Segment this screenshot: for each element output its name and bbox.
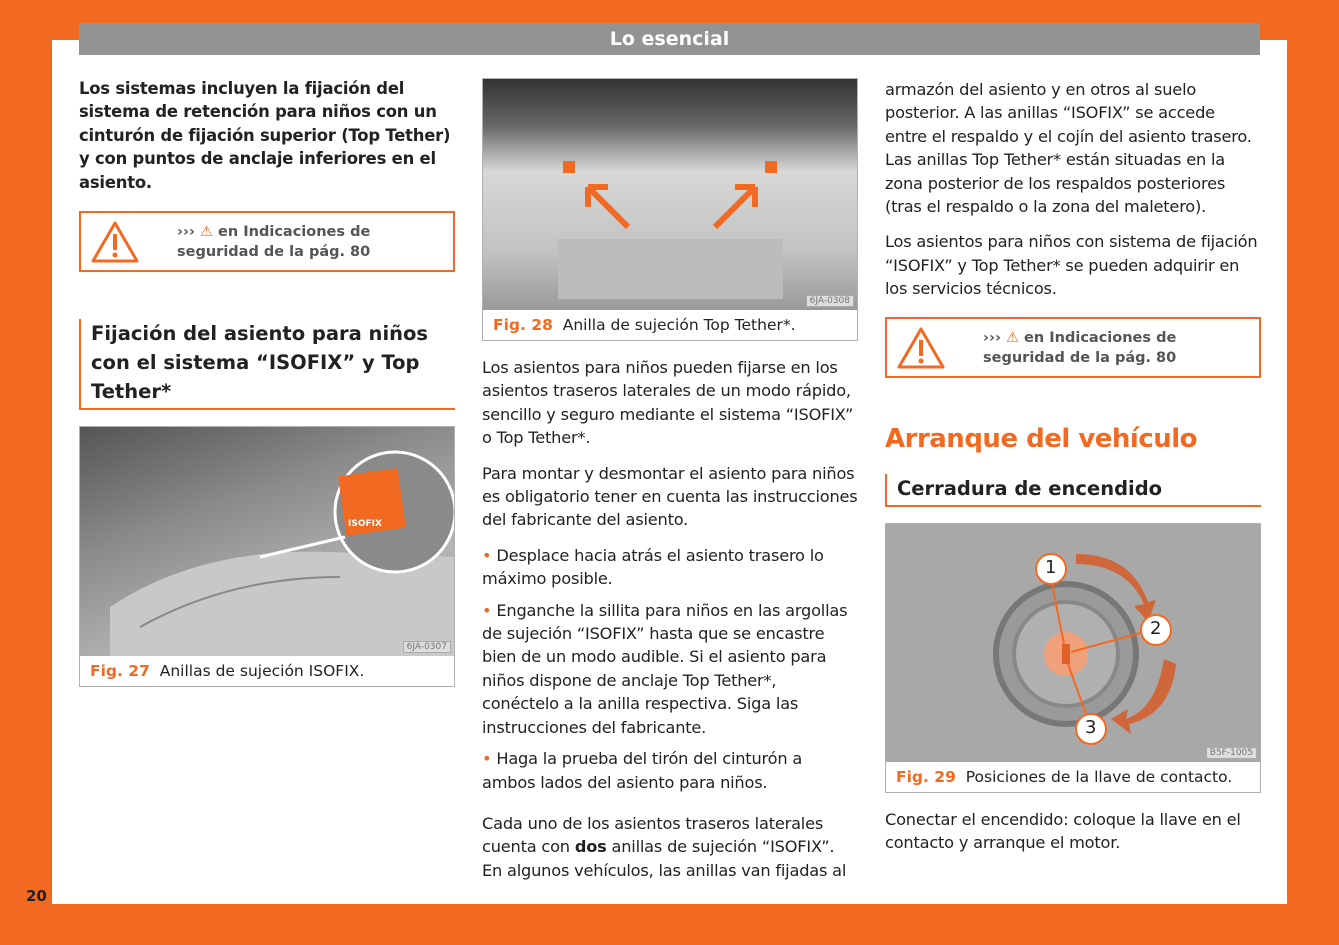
section-heading: Fijación del asiento para niños con el sistema “ISOFIX” y Top Tether* <box>79 319 455 410</box>
paragraph: Los asientos para niños con sistema de fijación “ISOFIX” y Top Tether* se pueden adquirir en los servicios técnicos. <box>885 232 1258 299</box>
warning-link[interactable]: ››› ⚠ en Indicaciones de seguridad de la pág. 80 <box>983 329 1177 366</box>
warning-box <box>79 211 455 272</box>
ignition-illustration <box>886 524 1260 762</box>
section-header: Lo esencial <box>79 23 1260 55</box>
warning-icon <box>90 220 140 264</box>
ignition-image <box>886 524 1260 762</box>
column-3 <box>885 78 1261 854</box>
paragraph: Conectar el encendido: coloque la llave en el contacto y arranque el motor. <box>885 809 1241 853</box>
paragraph: armazón del asiento y en otros al suelo posterior. A las anillas “ISOFIX” se accede entre el respaldo y el cojín del asiento trasero. Las anillas Top Tether* están situadas en la zona posterior de los respaldos posteriores (tras el respaldo o la zona del maletero). <box>885 80 1252 217</box>
paragraph: Cada uno de los asientos traseros laterales cuenta con dos anillas de sujeción “ISOFIX”. En algunos vehículos, las anillas van fijadas al <box>482 813 847 880</box>
column-1 <box>79 77 455 687</box>
paragraph: Para montar y desmontar el asiento para niños es obligatorio tener en cuenta las instrucciones del fabricante del asiento. <box>482 463 858 530</box>
isofix-seat-image <box>80 427 454 656</box>
figure-29 <box>885 523 1261 793</box>
figure-code: 6JA-0308 <box>806 295 854 307</box>
figure-code: 6JA-0307 <box>403 641 451 653</box>
bullet-item: • Enganche la sillita para niños en las argollas de sujeción “ISOFIX” hasta que se encastre bien de un modo audible. Si el asiento para niños dispone de anclaje Top Tether*, conéctelo a la anilla respectiva. Siga las instrucciones del fabricante. <box>482 599 858 739</box>
bullet-item: • Haga la prueba del tirón del cinturón a ambos lados del asiento para niños. <box>482 747 858 794</box>
marker-2: 2 <box>1150 617 1162 639</box>
figure-caption: Fig. 28 Anilla de sujeción Top Tether*. <box>493 316 796 334</box>
figure-code: B5F-1005 <box>1206 747 1257 759</box>
isofix-badge: ISOFIX <box>348 519 382 530</box>
figure-27 <box>79 426 455 687</box>
marker-1: 1 <box>1045 556 1057 578</box>
page-number: 20 <box>26 887 47 905</box>
warning-link[interactable]: ››› ⚠ en Indicaciones de seguridad de la pág. 80 <box>177 224 371 261</box>
warning-box <box>885 317 1261 378</box>
warning-icon <box>896 326 946 370</box>
lead-paragraph: Los sistemas incluyen la fijación del sistema de retención para niños con un cinturón de fijación superior (Top Tether) y con puntos de anclaje inferiores en el asiento. <box>79 79 451 192</box>
bullet-item: • Desplace hacia atrás el asiento trasero lo máximo posible. <box>482 544 858 591</box>
column-2 <box>482 78 858 882</box>
top-tether-image <box>483 79 857 310</box>
figure-28 <box>482 78 858 341</box>
figure-caption: Fig. 29 Posiciones de la llave de contacto. <box>896 767 1233 786</box>
paragraph: Los asientos para niños pueden fijarse en los asientos traseros laterales de un modo rápido, sencillo y seguro mediante el sistema “ISOFIX” o Top Tether*. <box>482 358 854 448</box>
isofix-illustration <box>80 427 454 656</box>
figure-caption: Fig. 27 Anillas de sujeción ISOFIX. <box>90 662 365 681</box>
marker-3: 3 <box>1085 716 1097 738</box>
chapter-heading: Arranque del vehículo <box>885 423 1198 454</box>
section-heading: Cerradura de encendido <box>885 474 1261 507</box>
top-tether-illustration <box>483 79 857 310</box>
